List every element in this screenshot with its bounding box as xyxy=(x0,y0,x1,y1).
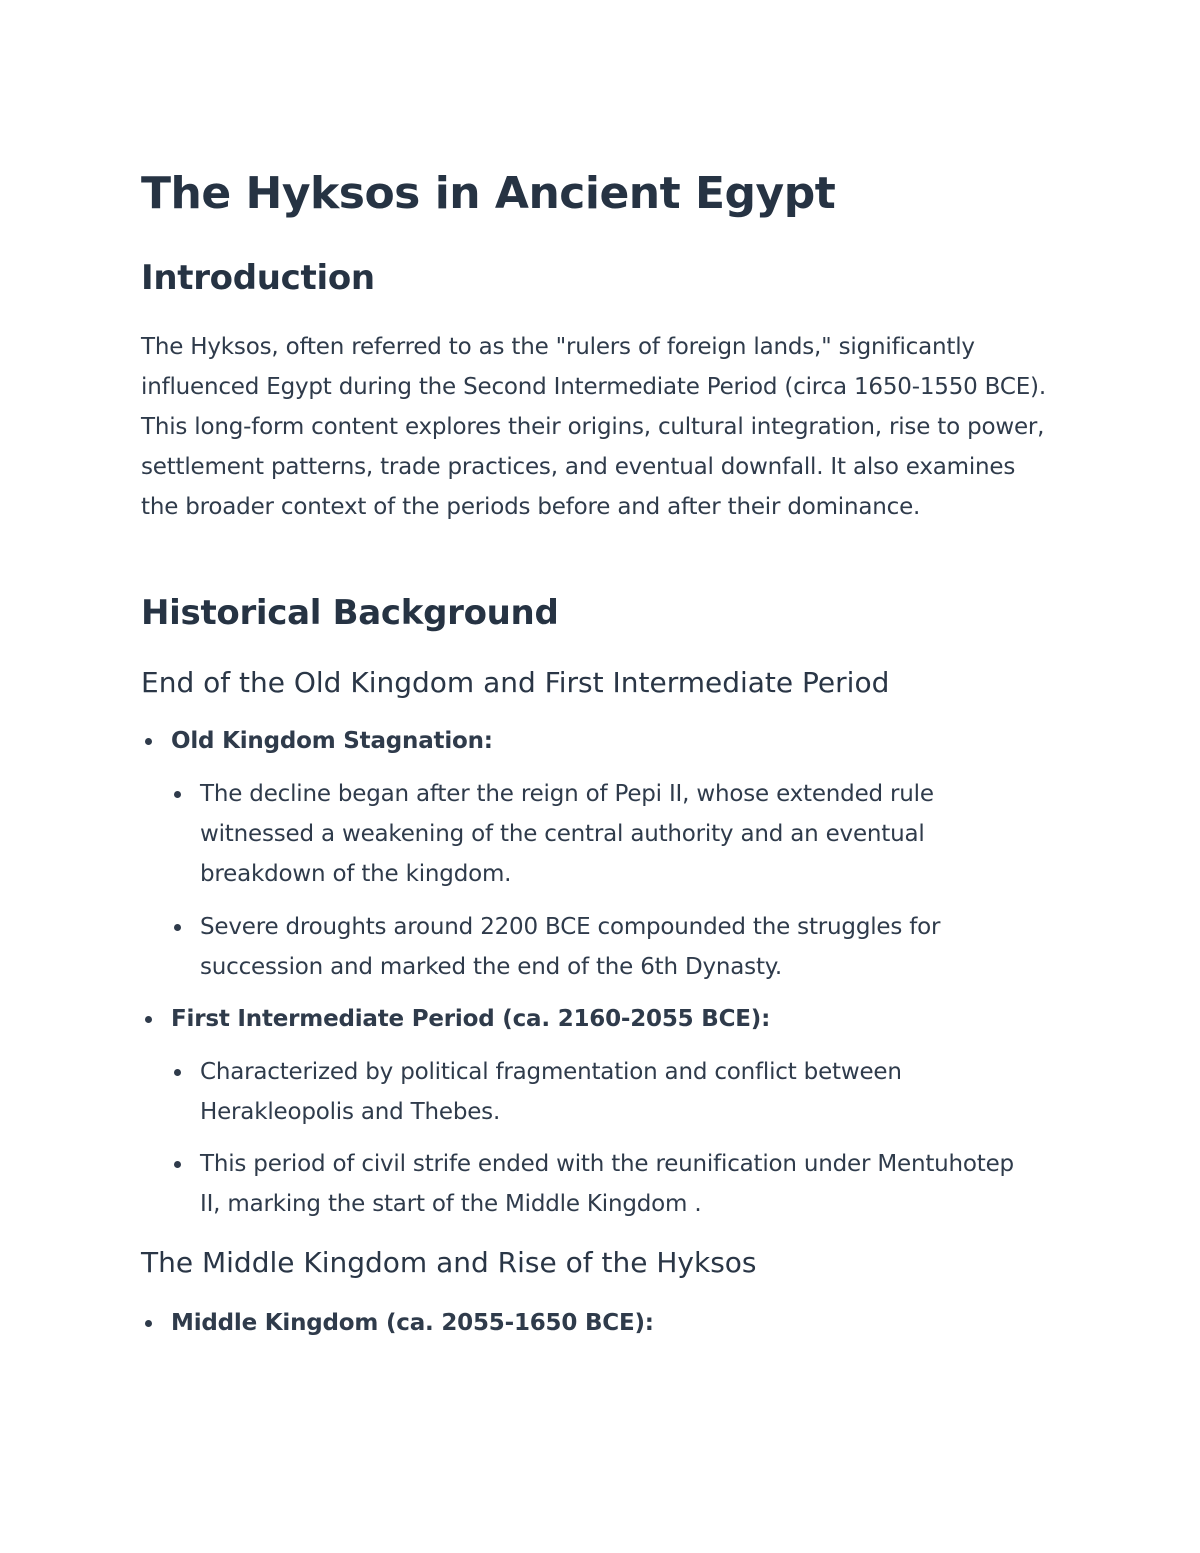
list-item xyxy=(200,907,1030,987)
bullet-dot-icon xyxy=(145,738,152,745)
introduction-heading: Introduction xyxy=(141,258,375,298)
list-item-text: The decline began after the reign of Pepi II, whose extended rule witnessed a weakening of the central authority and an eventual breakdown of the kingdom. xyxy=(200,781,934,887)
introduction-paragraph: The Hyksos, often referred to as the "rulers of foreign lands," significantly influenced Egypt during the Second Intermediate Period (circa 1650-1550 BCE). This long-form content explores their origins, cultural integration, rise to power, settlement patterns, trade practices, and eventual downfall. It also examines the broader context of the periods before and after their dominance. xyxy=(141,334,1046,520)
document-title: The Hyksos in Ancient Egypt xyxy=(141,168,836,219)
list-item xyxy=(171,999,1051,1039)
list-item xyxy=(200,1144,1030,1224)
list-item-text: Characterized by political fragmentation and conflict between Herakleopolis and Thebes. xyxy=(200,1059,902,1125)
list-item xyxy=(200,1052,1030,1132)
list-item xyxy=(171,721,1051,761)
list-item-text: This period of civil strife ended with the reunification under Mentuhotep II, marking the start of the Middle Kingdom . xyxy=(200,1151,1014,1217)
list-item-label: First Intermediate Period (ca. 2160-2055 BCE): xyxy=(171,1006,771,1032)
list-item-text: Severe droughts around 2200 BCE compounded the struggles for succession and marked the end of the 6th Dynasty. xyxy=(200,914,941,980)
list-item-label: Old Kingdom Stagnation: xyxy=(171,728,493,754)
historical-background-heading: Historical Background xyxy=(141,593,559,633)
list-item xyxy=(200,774,1030,894)
middle-kingdom-section-heading: The Middle Kingdom and Rise of the Hyksos xyxy=(141,1246,757,1279)
old-kingdom-section-heading: End of the Old Kingdom and First Intermediate Period xyxy=(141,666,890,699)
bullet-dot-icon xyxy=(174,1069,181,1076)
bullet-dot-icon xyxy=(174,791,181,798)
bullet-dot-icon xyxy=(174,924,181,931)
bullet-dot-icon xyxy=(145,1016,152,1023)
list-item-label: Middle Kingdom (ca. 2055-1650 BCE): xyxy=(171,1310,654,1336)
bullet-dot-icon xyxy=(174,1161,181,1168)
list-item xyxy=(171,1303,1051,1343)
bullet-dot-icon xyxy=(145,1320,152,1327)
